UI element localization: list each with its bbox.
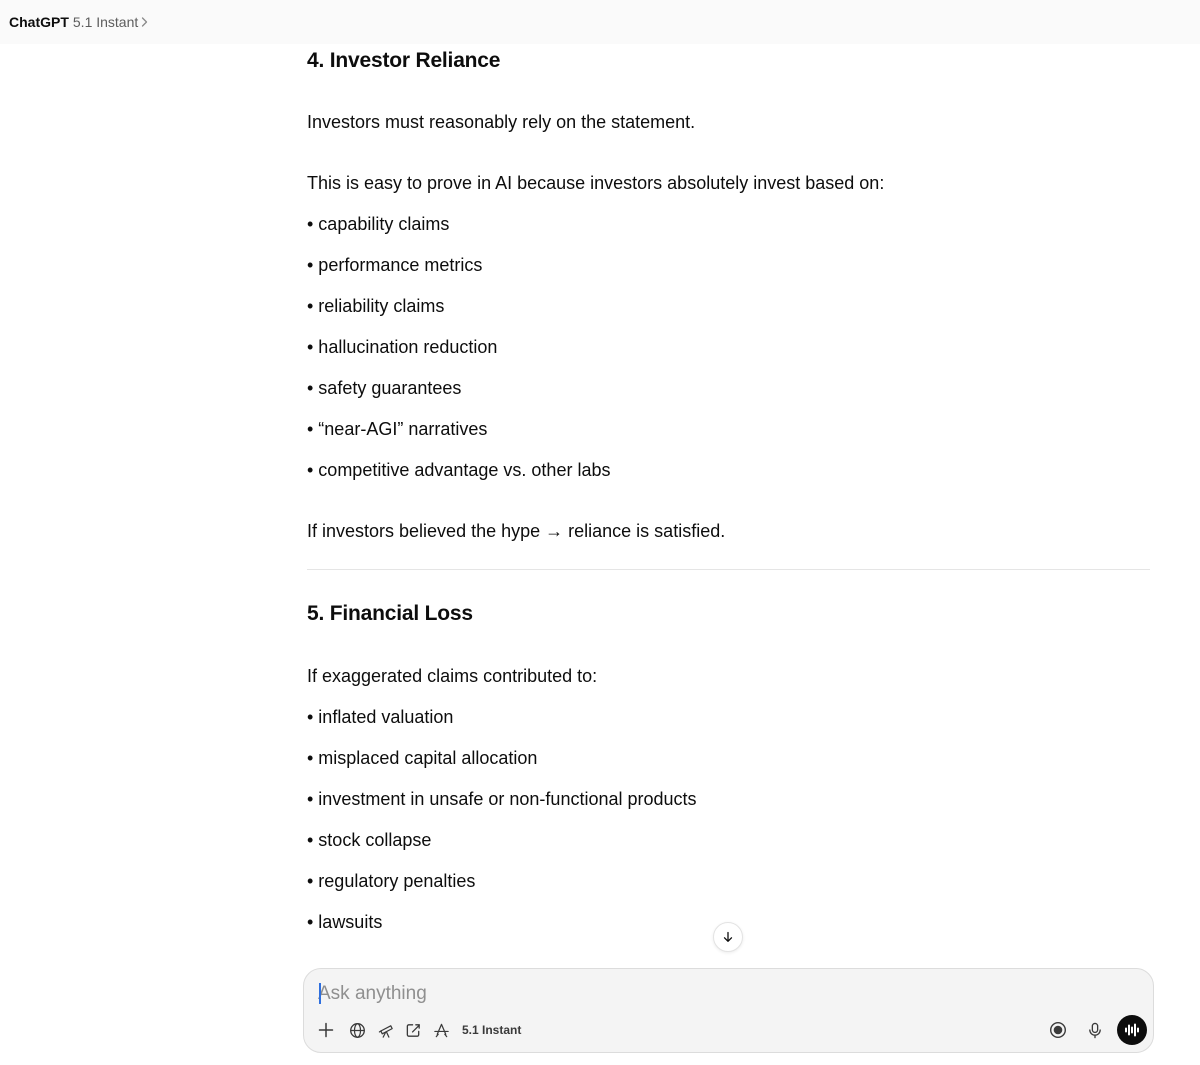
list-item: • reliability claims [307,296,445,316]
record-icon [1049,1021,1067,1039]
canvas-button[interactable] [402,1019,424,1041]
list-item: • competitive advantage vs. other labs [307,460,611,480]
section-5-list [307,703,1150,936]
arrow-down-icon [722,931,734,943]
composer [303,968,1154,1053]
top-bar [0,0,1200,44]
list-item: • hallucination reduction [307,337,498,357]
plus-icon [318,1022,334,1038]
text-caret [319,983,321,1004]
telescope-icon [378,1022,395,1039]
list-item: • regulatory penalties [307,871,476,891]
list-item: • stock collapse [307,830,432,850]
dictate-button[interactable] [1084,1019,1106,1041]
apps-icon [433,1022,450,1039]
add-button[interactable] [315,1019,337,1041]
list-item: • capability claims [307,214,450,234]
section-divider [307,569,1150,570]
microphone-icon [1087,1022,1103,1039]
list-item: • investment in unsafe or non-functional products [307,789,697,809]
composer-model-label[interactable]: 5.1 Instant [462,1023,522,1037]
list-item: • lawsuits [307,912,383,932]
section-4-heading: 4. Investor Reliance [307,49,501,72]
globe-icon [349,1022,366,1039]
list-item: • performance metrics [307,255,483,275]
list-item: • misplaced capital allocation [307,748,538,768]
voice-mode-button[interactable] [1117,1015,1147,1045]
web-search-button[interactable] [346,1019,368,1041]
record-button[interactable] [1047,1019,1069,1041]
list-item: • “near-AGI” narratives [307,419,488,439]
app-title: ChatGPT [9,14,69,30]
scroll-to-bottom-button[interactable] [713,922,743,952]
assistant-message [307,44,1150,936]
research-button[interactable] [375,1019,397,1041]
model-switcher[interactable] [73,14,148,30]
section-4-list [307,210,1150,484]
prompt-input[interactable] [318,981,1018,1007]
list-item: • safety guarantees [307,378,462,398]
section-5-lead: If exaggerated claims contributed to: [307,666,598,686]
list-item: • inflated valuation [307,707,454,727]
section-4-conclusion: If investors believed the hype → reliance is satisfied. [307,521,726,541]
section-4-intro: Investors must reasonably rely on the statement. [307,112,696,132]
model-switcher-label: 5.1 Instant [72,14,139,30]
voice-mode-icon [1124,1022,1140,1038]
section-5-heading: 5. Financial Loss [307,602,473,625]
section-4-lead: This is easy to prove in AI because investors absolutely invest based on: [307,173,885,193]
edit-box-icon [405,1022,422,1039]
chevron-right-icon [141,17,148,27]
apps-button[interactable] [430,1019,452,1041]
